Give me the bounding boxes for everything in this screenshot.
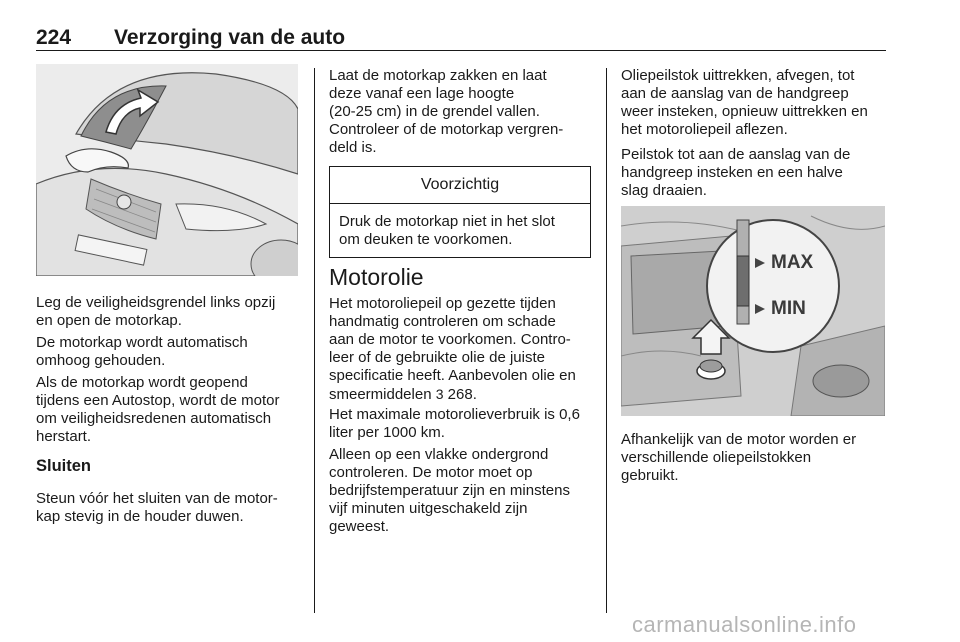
column-divider-2 — [606, 68, 607, 613]
text-line: controleren. De motor moet op — [329, 464, 533, 481]
text-line: Afhankelijk van de motor worden er — [621, 431, 857, 448]
text-fragment: smeermiddelen — [329, 386, 436, 403]
text-line: kap stevig in de houder duwen. — [36, 508, 244, 525]
text-line: handgreep insteken en een halve — [621, 164, 843, 181]
heading-motorolie: Motorolie — [329, 264, 424, 290]
text-line: Het maximale motorolieverbruik is 0,6 — [329, 406, 580, 423]
paragraph-closing — [36, 490, 278, 526]
page-header — [36, 22, 886, 52]
text-line: om veiligheidsredenen automatisch — [36, 410, 272, 427]
text-line: Alleen op een vlakke ondergrond — [329, 446, 549, 463]
text-line: gebruikt. — [621, 467, 679, 484]
text-line: Druk de motorkap niet in het slot — [339, 213, 555, 230]
hood-opening-illustration — [36, 64, 298, 276]
dipstick-min-label: MIN — [771, 298, 806, 319]
text-line: Controleer of de motorkap vergren- — [329, 121, 564, 138]
text-line: herstart. — [36, 428, 92, 445]
text-line: aan de aanslag van de handgreep — [621, 85, 849, 102]
text-line: geweest. — [329, 518, 390, 535]
paragraph-oil-consumption — [329, 406, 580, 442]
paragraph-hood-held — [36, 334, 248, 370]
text-line: Het motoroliepeil op gezette tijden — [329, 295, 556, 312]
text-line: Oliepeilstok uittrekken, afvegen, tot — [621, 67, 855, 84]
paragraph-different-dipsticks — [621, 431, 856, 485]
text-line: specificatie heeft. Aanbevolen olie en — [329, 367, 576, 384]
page-title: Verzorging van de auto — [114, 26, 346, 49]
text-line — [329, 385, 576, 404]
text-line: verschillende oliepeilstokken — [621, 449, 812, 466]
text-line: Leg de veiligheidsgrendel links opzij — [36, 294, 276, 311]
text-line: Steun vóór het sluiten van de motor- — [36, 490, 278, 507]
watermark: carmanualsonline.info — [632, 612, 857, 637]
text-line: bedrijfstemperatuur zijn en minstens — [329, 482, 570, 499]
caution-box — [329, 166, 591, 258]
text-line: Peilstok tot aan de aanslag van de — [621, 146, 851, 163]
text-line: deze vanaf een lage hoogte — [329, 85, 515, 102]
text-line: weer insteken, opnieuw uittrekken en — [621, 103, 868, 120]
text-line: slag draaien. — [621, 182, 707, 199]
text-line: Laat de motorkap zakken en laat — [329, 67, 547, 84]
text-line: en open de motorkap. — [36, 312, 182, 329]
caution-divider — [330, 203, 590, 204]
car-hood-drawing — [36, 64, 298, 276]
text-line: (20-25 cm) in de grendel vallen. — [329, 103, 540, 120]
text-line: vijf minuten uitgeschakeld zijn — [329, 500, 528, 517]
text-line: om deuken te voorkomen. — [339, 231, 513, 248]
paragraph-dipstick-insert — [621, 146, 850, 200]
page-reference-link[interactable]: 268. — [443, 386, 477, 403]
paragraph-autostop — [36, 374, 279, 446]
paragraph-oil-check — [329, 295, 576, 404]
text-line: deld is. — [329, 139, 377, 156]
page-number: 224 — [36, 26, 72, 49]
paragraph-level-ground — [329, 446, 570, 536]
paragraph-lower-hood — [329, 67, 563, 157]
text-line: aan de motor te voorkomen. Contro- — [329, 331, 571, 348]
text-line: liter per 1000 km. — [329, 424, 445, 441]
text-line: handmatig controleren om schade — [329, 313, 556, 330]
caution-text — [339, 213, 555, 249]
header-rule — [36, 50, 886, 51]
text-line: het motoroliepeil aflezen. — [621, 121, 788, 138]
paragraph-open-hood — [36, 294, 275, 330]
page-reference-icon: 3 — [435, 386, 444, 402]
text-line: tijdens een Autostop, wordt de motor — [36, 392, 280, 409]
engine-bay-drawing — [621, 206, 885, 416]
text-line: Als de motorkap wordt geopend — [36, 374, 248, 391]
text-line: leer of de gebruikte olie de juiste — [329, 349, 545, 366]
heading-sluiten: Sluiten — [36, 457, 92, 475]
paragraph-dipstick-read — [621, 67, 868, 139]
text-line: De motorkap wordt automatisch — [36, 334, 248, 351]
column-divider-1 — [314, 68, 315, 613]
dipstick-illustration — [621, 206, 885, 416]
text-line: omhoog gehouden. — [36, 352, 166, 369]
caution-title: Voorzichtig — [420, 176, 500, 193]
dipstick-max-label: MAX — [771, 252, 814, 273]
